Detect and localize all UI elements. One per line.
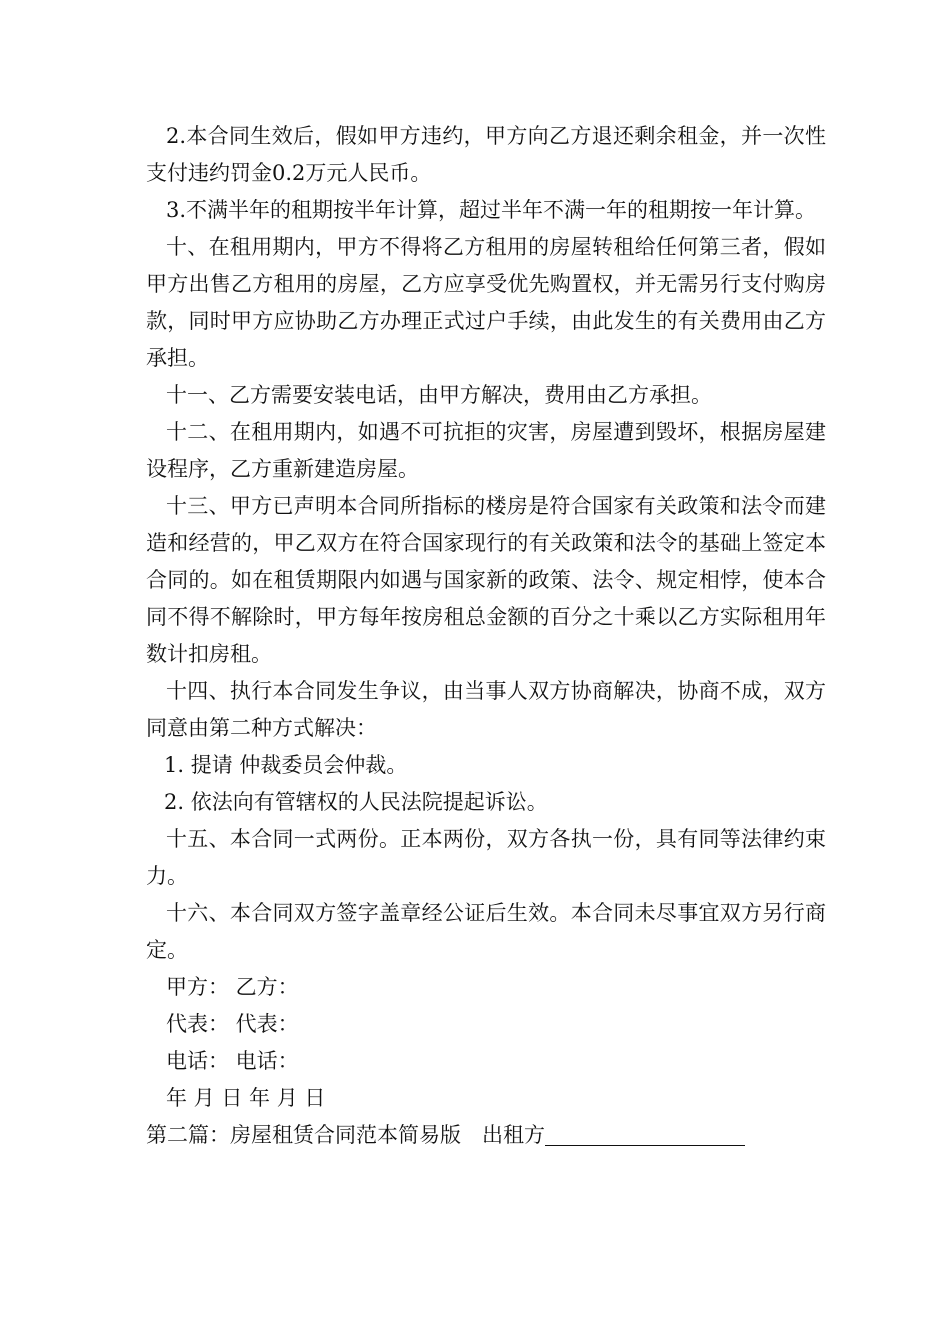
article-10: 十、在租用期内，甲方不得将乙方租用的房屋转租给任何第三者，假如甲方出售乙方租用的房屋，乙方应享受优先购置权，并无需另行支付购房款，同时甲方应协助乙方办理正式过户手续，由此发生的有关费用由乙方承担。 — [146, 235, 826, 370]
article-12: 十二、在租用期内，如遇不可抗拒的灾害，房屋遭到毁坏，根据房屋建设程序，乙方重新建造房屋。 — [146, 420, 826, 481]
section-two-text: 第二篇：房屋租赁合同范本简易版 出租方 — [146, 1123, 545, 1147]
signature-representative-line: 代表： 代表： — [166, 1012, 299, 1036]
article-15: 十五、本合同一式两份。正本两份，双方各执一份，具有同等法律约束力。 — [146, 827, 826, 888]
lessor-blank-line — [545, 1121, 745, 1146]
section-two-heading — [146, 1117, 826, 1154]
clause-2-penalty: 2.本合同生效后，假如甲方违约，甲方向乙方退还剩余租金，并一次性支付违约罚金0.2万元人民币。 — [146, 124, 826, 185]
dispute-option-1: 1. 提请 仲裁委员会仲裁。 — [164, 753, 408, 777]
signature-phone-line: 电话： 电话： — [166, 1049, 299, 1073]
document-page — [146, 118, 826, 1154]
dispute-option-2: 2. 依法向有管辖权的人民法院提起诉讼。 — [164, 790, 548, 814]
signature-party-line: 甲方： 乙方： — [166, 975, 299, 999]
article-16: 十六、本合同双方签字盖章经公证后生效。本合同未尽事宜双方另行商定。 — [146, 901, 826, 962]
article-13: 十三、甲方已声明本合同所指标的楼房是符合国家有关政策和法令而建造和经营的，甲乙双方在符合国家现行的有关政策和法令的基础上签定本合同的。如在租赁期限内如遇与国家新的政策、法令、规定相悖，使本合同不得不解除时，甲方每年按房租总金额的百分之十乘以乙方实际租用年数计扣房租。 — [146, 494, 826, 666]
clause-3-term: 3.不满半年的租期按半年计算，超过半年不满一年的租期按一年计算。 — [166, 198, 817, 222]
signature-date-line: 年 月 日 年 月 日 — [166, 1086, 326, 1110]
article-11: 十一、乙方需要安装电话，由甲方解决，费用由乙方承担。 — [166, 383, 712, 407]
article-14: 十四、执行本合同发生争议，由当事人双方协商解决，协商不成，双方同意由第二种方式解决： — [146, 679, 826, 740]
